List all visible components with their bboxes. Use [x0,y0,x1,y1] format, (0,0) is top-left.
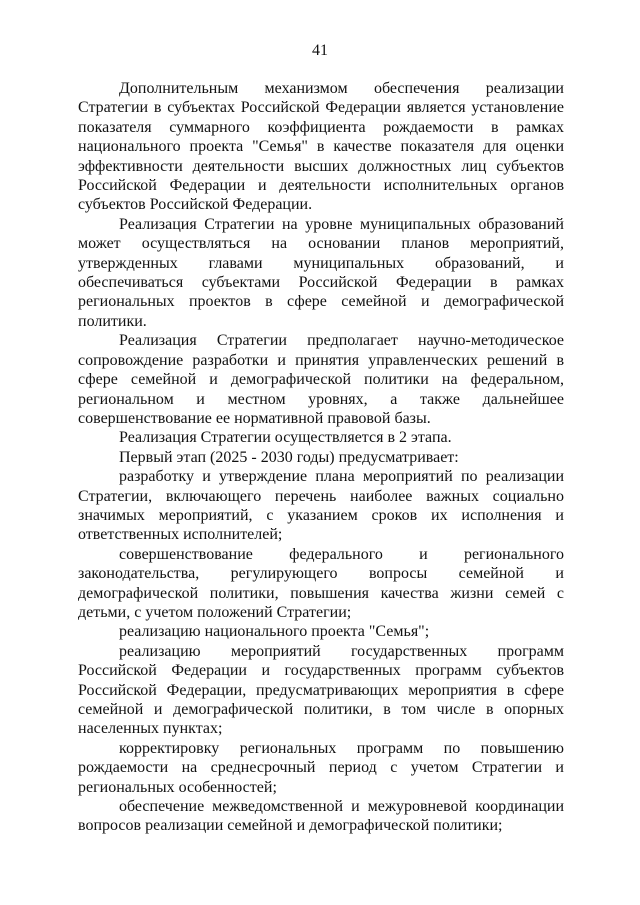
list-item-regional-programs: корректировку региональных программ по повышению рождаемости на среднесрочный период с учетом Стратегии и региональных особенностей; [78,739,564,796]
paragraph-indicator-mechanism: Дополнительным механизмом обеспечения реализации Стратегии в субъектах Российской Федерации является установление показателя суммарного коэффициента рождаемости в рамках национального проекта "Семья" в качестве показателя для оценки эффективности деятельности высших должностных лиц субъектов Российской Федерации и деятельности исполнительных органов субъектов Российской Федерации. [78,80,564,214]
list-item-coordination: обеспечение межведомственной и межуровневой координации вопросов реализации семейной и демографической политики; [78,798,564,835]
paragraph-municipal-level: Реализация Стратегии на уровне муниципальных образований может осуществляться на основании планов мероприятий, утвержденных главами муниципальных образований, и обеспечиваться субъектами Российской Федерации в рамках региональных проектов в сфере семейной и демографической политики. [78,215,564,330]
paragraph-scientific-support: Реализация Стратегии предполагает научно-методическое сопровождение разработки и принятия управленческих решений в сфере семейной и демографической политики на федеральном, региональном и местном уровнях, а также дальнейшее совершенствование ее нормативной правовой базы. [78,332,564,427]
list-item-national-project: реализацию национального проекта "Семья"; [119,623,430,641]
paragraph-two-stages: Реализация Стратегии осуществляется в 2 этапа. [119,429,452,447]
list-item-state-programs: реализацию мероприятий государственных программ Российской Федерации и государственных программ субъектов Российской Федерации, предусматривающих мероприятия в сфере семейной и демографической политики, в том числе в опорных населенных пунктах; [78,642,564,738]
page-number: 41 [312,42,328,59]
list-item-legislation: совершенствование федерального и регионального законодательства, регулирующего вопросы семейной и демографической политики, повышения качества жизни семей с детьми, с учетом положений Стратегии; [78,545,564,621]
list-item-action-plan: разработку и утверждение плана мероприятий по реализации Стратегии, включающего перечень наиболее важных социально значимых мероприятий, с указанием сроков их исполнения и ответственных исполнителей; [78,468,564,544]
body-text [78,79,564,836]
paragraph-first-stage: Первый этап (2025 - 2030 годы) предусматривает: [119,448,459,466]
